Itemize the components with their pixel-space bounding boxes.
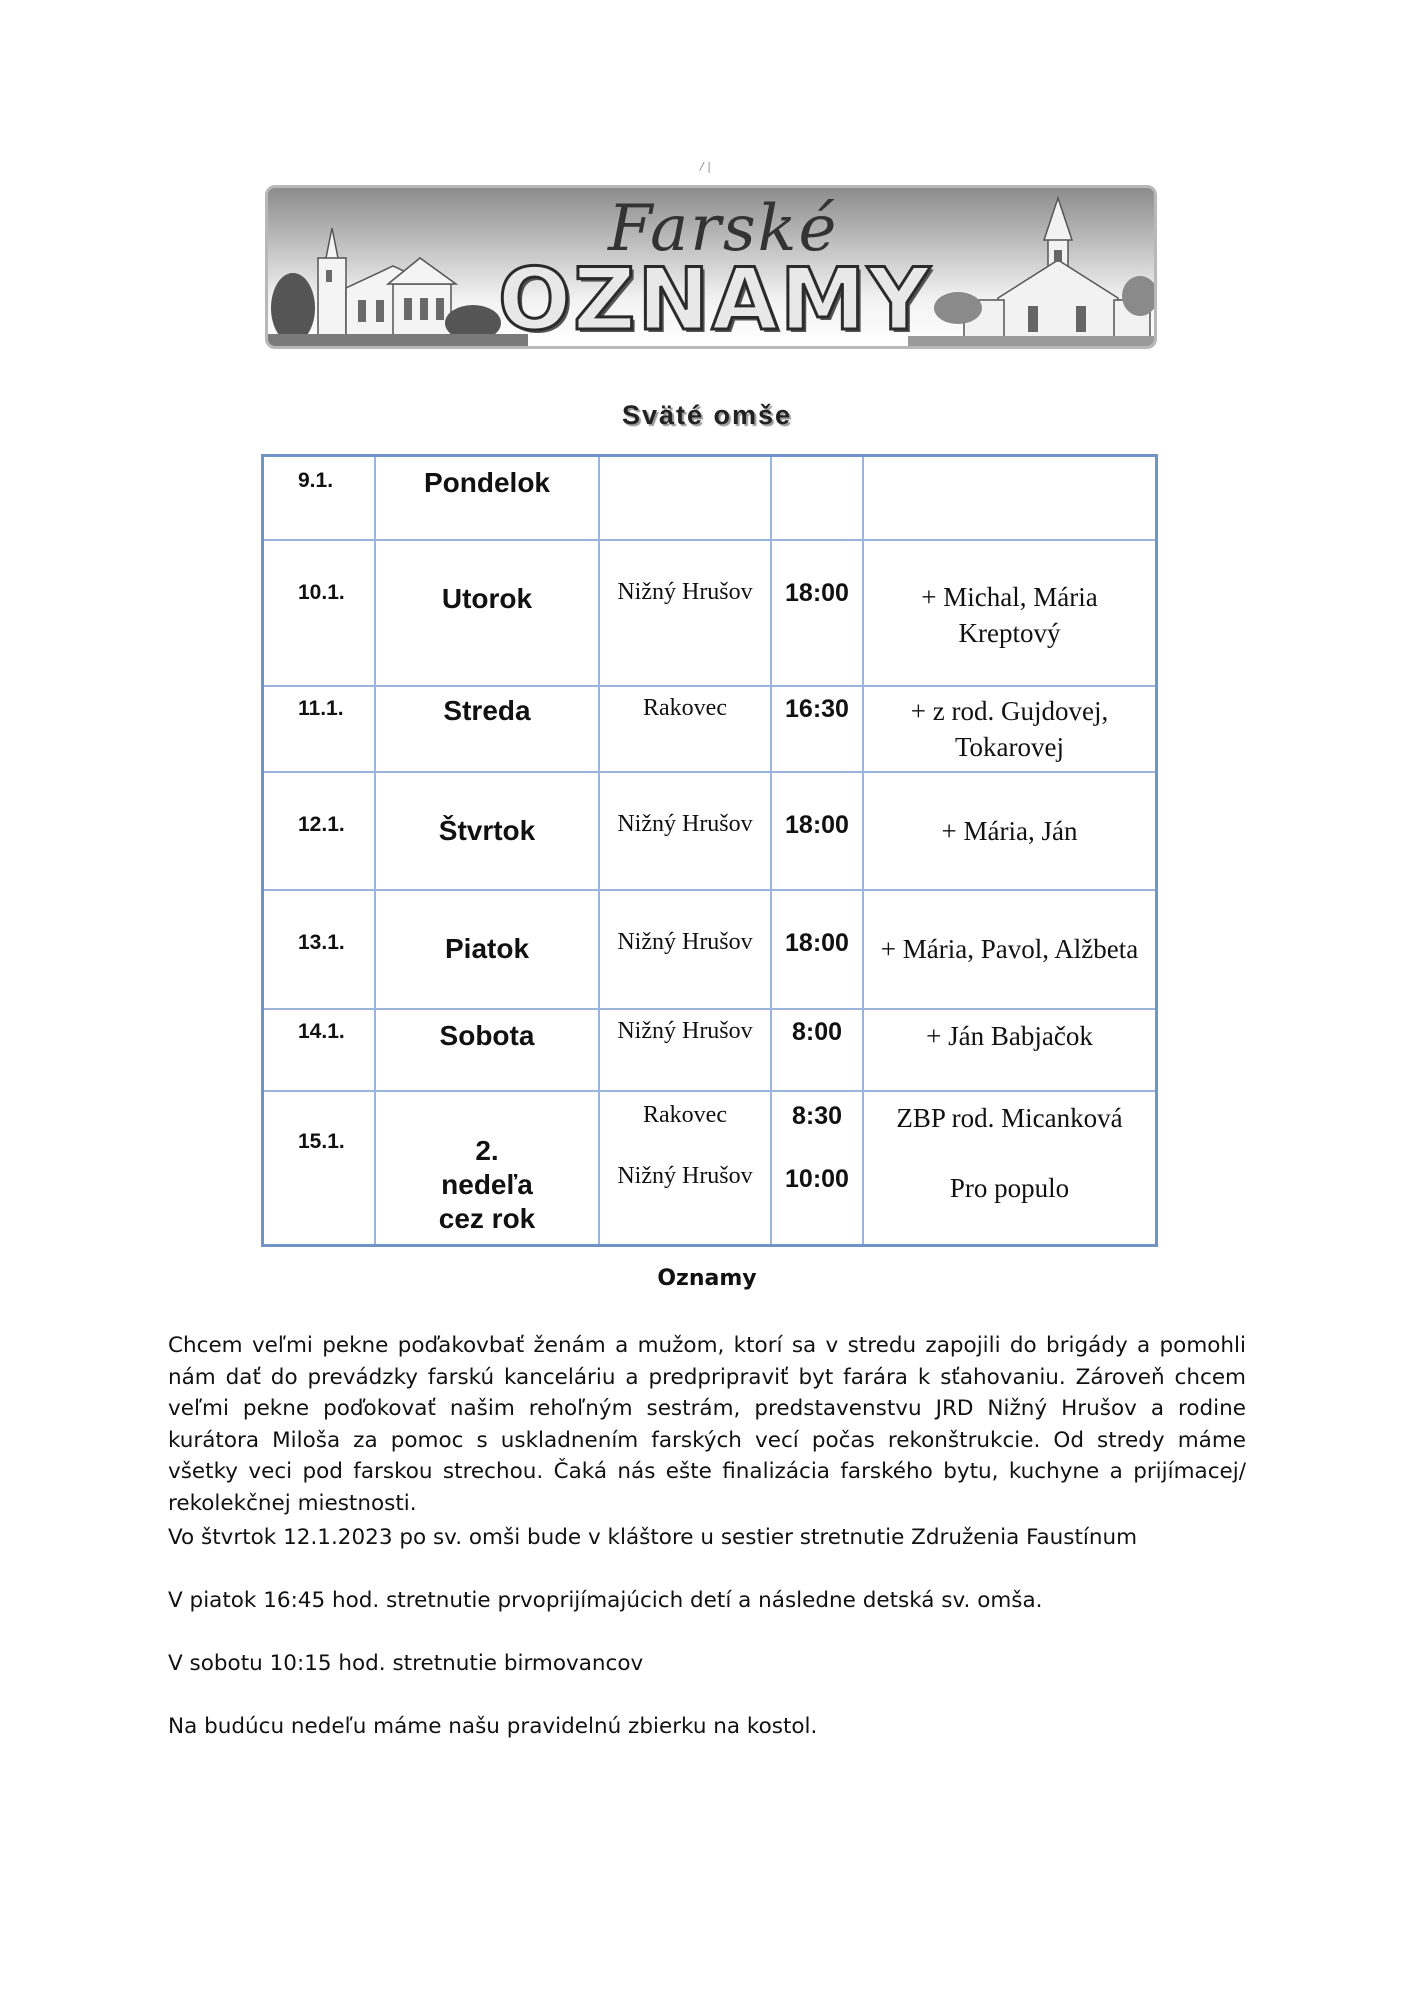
intention-cell — [863, 456, 1157, 540]
day-cell: Sobota — [375, 1009, 599, 1091]
announcement-paragraph: Na budúcu nedeľu máme našu pravidelnú zbierku na kostol. — [168, 1714, 818, 1739]
place-cell: Nižný Hrušov — [599, 540, 771, 686]
mass-schedule-table — [261, 454, 1158, 1247]
date-cell: 13.1. — [263, 890, 376, 1009]
day-cell: 2. nedeľa cez rok — [375, 1091, 599, 1246]
place-cell: Nižný Hrušov — [599, 890, 771, 1009]
intention-cell: + z rod. Gujdovej, Tokarovej — [863, 686, 1157, 772]
day-cell: Utorok — [375, 540, 599, 686]
table-row — [263, 1009, 1157, 1091]
intention-cell: + Mária, Ján — [863, 772, 1157, 890]
place-cell: Rakovec — [599, 686, 771, 772]
banner-title-text: OZNAMY — [498, 250, 932, 349]
table-row — [263, 1091, 1157, 1246]
date-cell: 10.1. — [263, 540, 376, 686]
announcements-title: Oznamy — [657, 1266, 757, 1291]
schedule-title: Sväté omše — [621, 400, 793, 430]
time-cell: 18:00 — [771, 540, 863, 686]
day-cell: Piatok — [375, 890, 599, 1009]
date-cell: 15.1. — [263, 1091, 376, 1246]
intention-cell: + Michal, Mária Kreptový — [863, 540, 1157, 686]
date-cell: 9.1. — [263, 456, 376, 540]
date-cell: 12.1. — [263, 772, 376, 890]
banner-script-text: Farské — [608, 192, 839, 266]
place-cell: Nižný Hrušov — [599, 772, 771, 890]
day-cell: Streda — [375, 686, 599, 772]
table-row — [263, 456, 1157, 540]
table-row — [263, 890, 1157, 1009]
intention-cell: + Mária, Pavol, Alžbeta — [863, 890, 1157, 1009]
header-banner — [265, 185, 1157, 349]
place-cell: Nižný Hrušov — [599, 1009, 771, 1091]
table-row — [263, 686, 1157, 772]
page-mark: / | — [700, 160, 711, 173]
place-cell — [599, 456, 771, 540]
announcement-paragraph: Vo štvrtok 12.1.2023 po sv. omši bude v kláštore u sestier stretnutie Združenia Faustínum — [168, 1525, 1138, 1550]
announcement-paragraph: V piatok 16:45 hod. stretnutie prvoprijímajúcich detí a následne detská sv. omša. — [168, 1588, 1043, 1613]
time-cell: 18:00 — [771, 890, 863, 1009]
time-cell — [771, 456, 863, 540]
table-row — [263, 540, 1157, 686]
intention-cell: + Ján Babjačok — [863, 1009, 1157, 1091]
date-cell: 14.1. — [263, 1009, 376, 1091]
announcement-paragraph: V sobotu 10:15 hod. stretnutie birmovancov — [168, 1651, 644, 1676]
table-row — [263, 772, 1157, 890]
day-cell: Štvrtok — [375, 772, 599, 890]
day-cell: Pondelok — [375, 456, 599, 540]
time-cell: 8:00 — [771, 1009, 863, 1091]
time-cell: 18:00 — [771, 772, 863, 890]
announcement-paragraph: Chcem veľmi pekne poďakovbať ženám a mužom, ktorí sa v stredu zapojili do brigády a pomohli nám dať do prevádzky farskú kanceláriu a predpripraviť byt farára k sťahovaniu. Zároveň chcem veľmi pekne poďokovať našim rehoľným sestrám, predstavenstvu JRD Nižný Hrušov a rodine kurátora Miloša za pomoc s uskladnením farských vecí počas rekonštrukcie. Od stredy máme všetky veci pod farskou strechou. Čaká nás ešte finalizácia farského bytu, kuchyne a prijímacej/ rekolekčnej miestnosti. — [168, 1333, 1246, 1516]
place-cell: Rakovec Nižný Hrušov — [599, 1091, 771, 1246]
time-cell: 16:30 — [771, 686, 863, 772]
intention-cell: ZBP rod. Micanková Pro populo — [863, 1091, 1157, 1246]
date-cell: 11.1. — [263, 686, 376, 772]
time-cell: 8:30 10:00 — [771, 1091, 863, 1246]
